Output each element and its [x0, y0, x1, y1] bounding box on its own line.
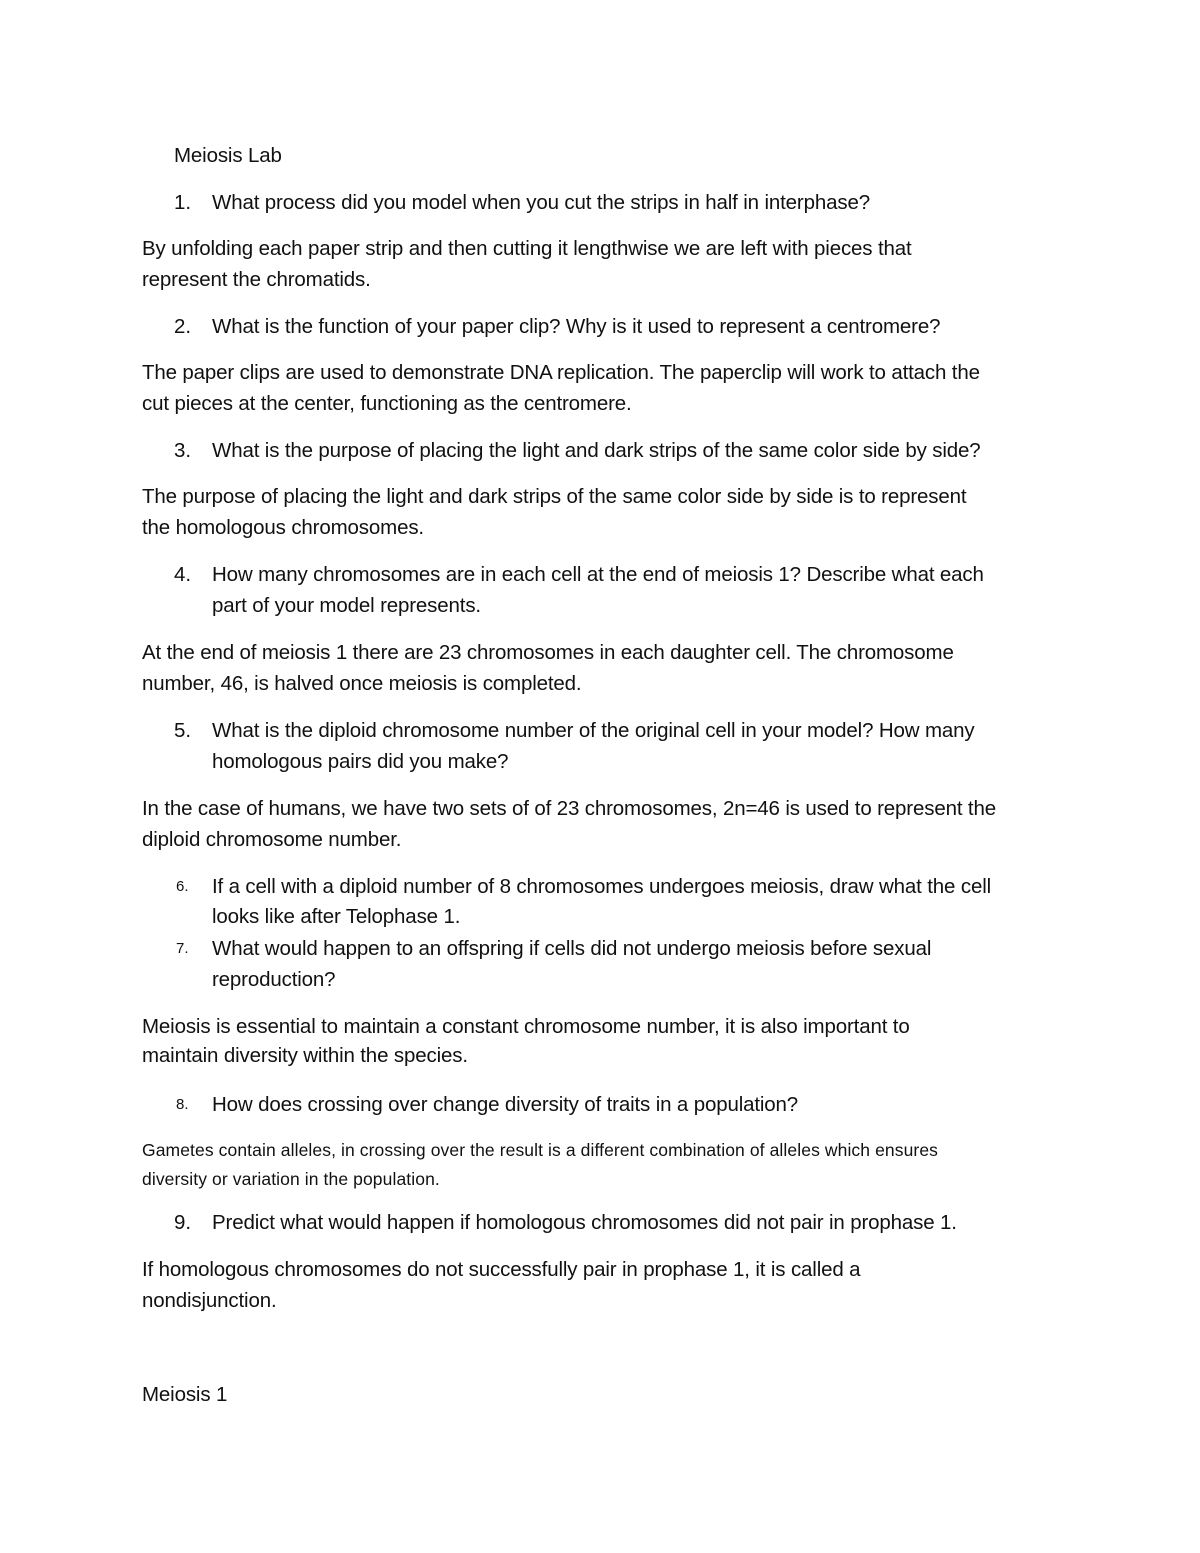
question-number: 3.: [174, 439, 192, 462]
question-text: What is the purpose of placing the light and dark strips of the same color side by side?: [212, 439, 981, 462]
answer-line: In the case of humans, we have two sets of of 23 chromosomes, 2n=46 is used to represent the: [142, 797, 996, 820]
question-text: looks like after Telophase 1.: [212, 905, 461, 928]
question-text: Predict what would happen if homologous chromosomes did not pair in prophase 1.: [212, 1211, 957, 1234]
question-number: 7.: [176, 940, 189, 957]
question-number: 6.: [176, 878, 189, 895]
question-number: 8.: [176, 1096, 189, 1113]
answer-line: represent the chromatids.: [142, 268, 371, 291]
answer-line: At the end of meiosis 1 there are 23 chromosomes in each daughter cell. The chromosome: [142, 641, 954, 664]
question-number: 1.: [174, 191, 192, 214]
answer-line: number, 46, is halved once meiosis is completed.: [142, 672, 582, 695]
answer-line: Meiosis is essential to maintain a constant chromosome number, it is also important to: [142, 1015, 910, 1038]
question-text: How does crossing over change diversity of traits in a population?: [212, 1093, 799, 1116]
section-heading: Meiosis 1: [142, 1383, 228, 1406]
document-title: Meiosis Lab: [174, 144, 282, 167]
answer-line: Gametes contain alleles, in crossing over the result is a different combination of alleles which ensures: [142, 1140, 939, 1160]
question-text: What is the diploid chromosome number of the original cell in your model? How many: [212, 719, 975, 742]
question-number: 9.: [174, 1211, 192, 1234]
question-text: part of your model represents.: [212, 594, 481, 617]
question-number: 5.: [174, 719, 192, 742]
answer-line: nondisjunction.: [142, 1289, 277, 1312]
question-text: What is the function of your paper clip? Why is it used to represent a centromere?: [212, 315, 941, 338]
question-text: homologous pairs did you make?: [212, 750, 509, 773]
question-number: 4.: [174, 563, 192, 586]
answer-line: By unfolding each paper strip and then cutting it lengthwise we are left with pieces that: [142, 237, 912, 260]
answer-line: the homologous chromosomes.: [142, 516, 424, 539]
question-text: reproduction?: [212, 968, 336, 991]
answer-line: diversity or variation in the population.: [142, 1169, 440, 1189]
question-text: How many chromosomes are in each cell at the end of meiosis 1? Describe what each: [212, 563, 984, 586]
answer-line: cut pieces at the center, functioning as the centromere.: [142, 392, 632, 415]
answer-line: The purpose of placing the light and dark strips of the same color side by side is to represent: [142, 485, 967, 508]
question-text: What process did you model when you cut the strips in half in interphase?: [212, 191, 870, 214]
answer-line: If homologous chromosomes do not successfully pair in prophase 1, it is called a: [142, 1258, 861, 1281]
answer-line: The paper clips are used to demonstrate DNA replication. The paperclip will work to attach the: [142, 361, 980, 384]
question-text: If a cell with a diploid number of 8 chromosomes undergoes meiosis, draw what the cell: [212, 875, 992, 898]
answer-line: diploid chromosome number.: [142, 828, 402, 851]
question-text: What would happen to an offspring if cells did not undergo meiosis before sexual: [212, 937, 932, 960]
question-number: 2.: [174, 315, 192, 338]
answer-line: maintain diversity within the species.: [142, 1044, 468, 1067]
